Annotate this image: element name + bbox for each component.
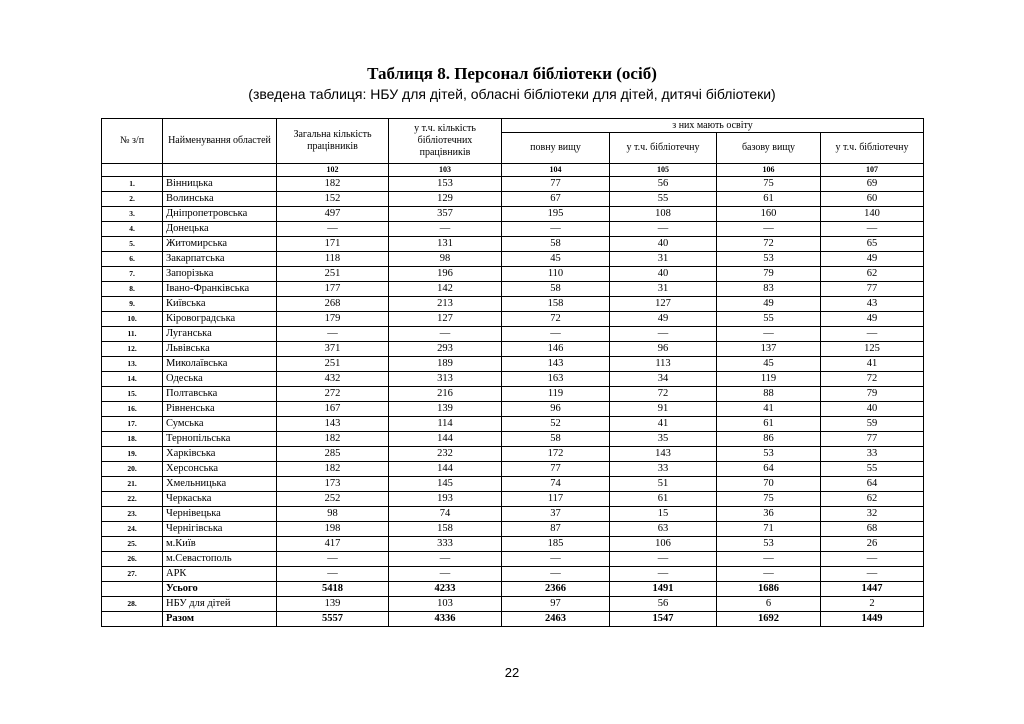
row-index: 28.: [102, 597, 163, 612]
row-value: 58: [502, 237, 610, 252]
table-title: Таблиця 8. Персонал бібліотеки (осіб): [367, 64, 657, 83]
row-value: 74: [502, 477, 610, 492]
row-index: 20.: [102, 462, 163, 477]
row-region-name: Усього: [163, 582, 277, 597]
row-value: 110: [502, 267, 610, 282]
row-value: 108: [610, 207, 717, 222]
row-value: 77: [502, 462, 610, 477]
table-row: [102, 402, 924, 417]
row-value: 195: [502, 207, 610, 222]
row-value: —: [502, 552, 610, 567]
row-value: 49: [821, 312, 924, 327]
row-value: 114: [389, 417, 502, 432]
row-value: —: [277, 222, 389, 237]
row-value: 86: [717, 432, 821, 447]
row-region-name: Черкаська: [163, 492, 277, 507]
row-value: 173: [277, 477, 389, 492]
row-value: 77: [821, 282, 924, 297]
row-value: 63: [610, 522, 717, 537]
table-row: [102, 582, 924, 597]
row-value: 189: [389, 357, 502, 372]
table-row: [102, 372, 924, 387]
row-value: 216: [389, 387, 502, 402]
header-library-staff: у т.ч. кількість бібліотечних працівників: [389, 119, 502, 164]
row-value: 113: [610, 357, 717, 372]
row-index: 10.: [102, 312, 163, 327]
row-region-name: НБУ для дітей: [163, 597, 277, 612]
row-value: —: [389, 327, 502, 342]
row-value: —: [717, 222, 821, 237]
row-value: 55: [610, 192, 717, 207]
row-value: 145: [389, 477, 502, 492]
row-value: —: [610, 567, 717, 582]
column-code: 107: [821, 164, 924, 177]
row-value: 182: [277, 462, 389, 477]
row-value: 31: [610, 252, 717, 267]
row-value: 103: [389, 597, 502, 612]
table-row: [102, 552, 924, 567]
row-region-name: Волинська: [163, 192, 277, 207]
row-value: 144: [389, 462, 502, 477]
header-index: № з/п: [102, 119, 163, 164]
header-higher: повну вищу: [502, 133, 610, 164]
row-value: 139: [277, 597, 389, 612]
row-value: 40: [610, 237, 717, 252]
table-row: [102, 417, 924, 432]
row-value: —: [389, 552, 502, 567]
row-value: 357: [389, 207, 502, 222]
row-index: 3.: [102, 207, 163, 222]
row-index: 26.: [102, 552, 163, 567]
row-index: 6.: [102, 252, 163, 267]
row-region-name: Кіровоградська: [163, 312, 277, 327]
row-value: 171: [277, 237, 389, 252]
staff-table: [101, 118, 924, 627]
row-value: 41: [610, 417, 717, 432]
row-value: 34: [610, 372, 717, 387]
row-value: 37: [502, 507, 610, 522]
row-value: 193: [389, 492, 502, 507]
column-code: 105: [610, 164, 717, 177]
row-value: —: [717, 327, 821, 342]
table-row: [102, 312, 924, 327]
row-value: 1686: [717, 582, 821, 597]
row-region-name: Харківська: [163, 447, 277, 462]
table-row: [102, 192, 924, 207]
row-value: 251: [277, 267, 389, 282]
row-value: 72: [821, 372, 924, 387]
row-value: 167: [277, 402, 389, 417]
row-value: 61: [717, 192, 821, 207]
row-value: 143: [277, 417, 389, 432]
row-index: 15.: [102, 387, 163, 402]
row-value: 62: [821, 492, 924, 507]
row-value: 60: [821, 192, 924, 207]
row-value: 293: [389, 342, 502, 357]
row-region-name: Закарпатська: [163, 252, 277, 267]
row-region-name: Вінницька: [163, 177, 277, 192]
row-value: 71: [717, 522, 821, 537]
table-row: [102, 267, 924, 282]
row-region-name: Дніпропетровська: [163, 207, 277, 222]
row-value: 41: [717, 402, 821, 417]
row-value: 143: [610, 447, 717, 462]
row-value: 40: [821, 402, 924, 417]
row-value: 96: [610, 342, 717, 357]
row-region-name: Житомирська: [163, 237, 277, 252]
row-value: 98: [277, 507, 389, 522]
row-value: —: [389, 222, 502, 237]
row-value: —: [610, 222, 717, 237]
row-value: 98: [389, 252, 502, 267]
row-value: 61: [610, 492, 717, 507]
row-value: 53: [717, 252, 821, 267]
row-value: 56: [610, 177, 717, 192]
row-value: 185: [502, 537, 610, 552]
row-value: 272: [277, 387, 389, 402]
row-value: 140: [821, 207, 924, 222]
row-value: —: [610, 552, 717, 567]
table-row: [102, 222, 924, 237]
row-region-name: м.Київ: [163, 537, 277, 552]
row-index: 14.: [102, 372, 163, 387]
row-value: 72: [717, 237, 821, 252]
row-value: 75: [717, 492, 821, 507]
table-row: [102, 432, 924, 447]
table-row: [102, 357, 924, 372]
header-basic-higher: базову вищу: [717, 133, 821, 164]
row-value: 96: [502, 402, 610, 417]
row-region-name: Разом: [163, 612, 277, 627]
row-value: 2366: [502, 582, 610, 597]
column-code-row: [102, 164, 924, 177]
row-region-name: Сумська: [163, 417, 277, 432]
row-region-name: Рівненська: [163, 402, 277, 417]
row-index: 5.: [102, 237, 163, 252]
row-value: —: [821, 567, 924, 582]
table-row: [102, 567, 924, 582]
row-value: 117: [502, 492, 610, 507]
row-value: —: [277, 567, 389, 582]
table-row: [102, 477, 924, 492]
row-value: 35: [610, 432, 717, 447]
row-value: 198: [277, 522, 389, 537]
row-region-name: м.Севастополь: [163, 552, 277, 567]
row-value: 139: [389, 402, 502, 417]
table-row: [102, 252, 924, 267]
row-index: 27.: [102, 567, 163, 582]
row-value: 127: [389, 312, 502, 327]
row-value: 2: [821, 597, 924, 612]
row-value: 497: [277, 207, 389, 222]
row-value: 6: [717, 597, 821, 612]
row-value: 53: [717, 537, 821, 552]
row-value: 182: [277, 432, 389, 447]
row-value: 158: [389, 522, 502, 537]
row-index: 1.: [102, 177, 163, 192]
row-value: —: [821, 222, 924, 237]
row-value: 77: [502, 177, 610, 192]
row-value: 152: [277, 192, 389, 207]
row-value: 144: [389, 432, 502, 447]
row-region-name: Хмельницька: [163, 477, 277, 492]
row-value: 1491: [610, 582, 717, 597]
row-region-name: Чернігівська: [163, 522, 277, 537]
row-value: 33: [610, 462, 717, 477]
row-region-name: Полтавська: [163, 387, 277, 402]
row-value: 58: [502, 432, 610, 447]
table-row: [102, 297, 924, 312]
row-value: 41: [821, 357, 924, 372]
table-subtitle: (зведена таблиця: НБУ для дітей, обласні бібліотеки для дітей, дитячі бібліотеки): [248, 86, 776, 102]
row-value: 160: [717, 207, 821, 222]
row-value: 75: [717, 177, 821, 192]
row-value: 177: [277, 282, 389, 297]
row-index: 12.: [102, 342, 163, 357]
row-value: 5418: [277, 582, 389, 597]
row-value: —: [717, 567, 821, 582]
row-region-name: Миколаївська: [163, 357, 277, 372]
row-value: —: [821, 552, 924, 567]
row-region-name: Чернівецька: [163, 507, 277, 522]
row-index: 21.: [102, 477, 163, 492]
row-value: —: [502, 222, 610, 237]
row-value: 62: [821, 267, 924, 282]
row-value: 49: [821, 252, 924, 267]
row-value: 1447: [821, 582, 924, 597]
row-index: 8.: [102, 282, 163, 297]
row-value: —: [717, 552, 821, 567]
row-value: 64: [821, 477, 924, 492]
table-row: [102, 492, 924, 507]
row-index: 13.: [102, 357, 163, 372]
row-value: 137: [717, 342, 821, 357]
row-value: 106: [610, 537, 717, 552]
row-index: [102, 612, 163, 627]
header-region: Найменування областей: [163, 119, 277, 164]
table-row: [102, 282, 924, 297]
row-value: 146: [502, 342, 610, 357]
row-value: 53: [717, 447, 821, 462]
row-value: 55: [717, 312, 821, 327]
row-value: 68: [821, 522, 924, 537]
row-value: 182: [277, 177, 389, 192]
row-value: 65: [821, 237, 924, 252]
row-value: 158: [502, 297, 610, 312]
row-value: —: [821, 327, 924, 342]
row-value: 1547: [610, 612, 717, 627]
row-index: 11.: [102, 327, 163, 342]
row-value: 51: [610, 477, 717, 492]
row-value: 74: [389, 507, 502, 522]
row-region-name: Херсонська: [163, 462, 277, 477]
row-value: 4233: [389, 582, 502, 597]
row-value: 232: [389, 447, 502, 462]
row-value: 61: [717, 417, 821, 432]
row-value: 432: [277, 372, 389, 387]
row-value: 31: [610, 282, 717, 297]
column-code: 104: [502, 164, 610, 177]
row-value: 172: [502, 447, 610, 462]
row-region-name: Івано-Франківська: [163, 282, 277, 297]
row-value: 87: [502, 522, 610, 537]
row-region-name: Львівська: [163, 342, 277, 357]
header-education-group: з них мають освіту: [502, 119, 924, 133]
row-value: —: [277, 552, 389, 567]
row-value: 129: [389, 192, 502, 207]
row-value: 79: [821, 387, 924, 402]
row-value: —: [502, 327, 610, 342]
table-row: [102, 507, 924, 522]
row-region-name: АРК: [163, 567, 277, 582]
row-value: 83: [717, 282, 821, 297]
row-value: 79: [717, 267, 821, 282]
row-index: 9.: [102, 297, 163, 312]
table-row: [102, 327, 924, 342]
row-value: 5557: [277, 612, 389, 627]
row-value: 49: [610, 312, 717, 327]
row-value: 163: [502, 372, 610, 387]
row-value: 179: [277, 312, 389, 327]
row-value: 131: [389, 237, 502, 252]
header-total-staff: Загальна кількість працівників: [277, 119, 389, 164]
row-value: 1692: [717, 612, 821, 627]
row-value: —: [502, 567, 610, 582]
row-value: 127: [610, 297, 717, 312]
table-row: [102, 237, 924, 252]
row-value: 67: [502, 192, 610, 207]
row-value: 143: [502, 357, 610, 372]
column-code: 106: [717, 164, 821, 177]
column-code: 103: [389, 164, 502, 177]
row-value: 2463: [502, 612, 610, 627]
row-value: 32: [821, 507, 924, 522]
row-value: 36: [717, 507, 821, 522]
table-row: [102, 387, 924, 402]
row-value: 4336: [389, 612, 502, 627]
row-value: 417: [277, 537, 389, 552]
table-row: [102, 462, 924, 477]
row-index: 18.: [102, 432, 163, 447]
table-row: [102, 597, 924, 612]
row-value: 119: [717, 372, 821, 387]
row-value: 313: [389, 372, 502, 387]
row-value: 285: [277, 447, 389, 462]
row-region-name: Одеська: [163, 372, 277, 387]
row-value: 45: [717, 357, 821, 372]
row-value: 268: [277, 297, 389, 312]
row-value: 49: [717, 297, 821, 312]
row-index: 25.: [102, 537, 163, 552]
row-value: 58: [502, 282, 610, 297]
row-value: 72: [610, 387, 717, 402]
row-value: 333: [389, 537, 502, 552]
row-value: 64: [717, 462, 821, 477]
row-value: 56: [610, 597, 717, 612]
header-basic-library: у т.ч. бібліотечну: [821, 133, 924, 164]
row-value: 196: [389, 267, 502, 282]
table-row: [102, 207, 924, 222]
row-value: 55: [821, 462, 924, 477]
row-value: 72: [502, 312, 610, 327]
row-value: 69: [821, 177, 924, 192]
row-value: 1449: [821, 612, 924, 627]
header-higher-library: у т.ч. бібліотечну: [610, 133, 717, 164]
row-index: 19.: [102, 447, 163, 462]
row-value: 142: [389, 282, 502, 297]
row-index: 4.: [102, 222, 163, 237]
row-index: 7.: [102, 267, 163, 282]
row-region-name: Тернопільська: [163, 432, 277, 447]
row-value: 153: [389, 177, 502, 192]
column-code: 102: [277, 164, 389, 177]
table-row: [102, 447, 924, 462]
row-value: 70: [717, 477, 821, 492]
table-row: [102, 537, 924, 552]
table-row: [102, 612, 924, 627]
row-value: 371: [277, 342, 389, 357]
row-index: 23.: [102, 507, 163, 522]
row-value: —: [277, 327, 389, 342]
row-region-name: Запорізька: [163, 267, 277, 282]
row-value: 91: [610, 402, 717, 417]
row-index: 22.: [102, 492, 163, 507]
row-value: 251: [277, 357, 389, 372]
row-value: 15: [610, 507, 717, 522]
row-index: 24.: [102, 522, 163, 537]
page-number: 22: [504, 665, 520, 680]
row-index: 16.: [102, 402, 163, 417]
row-index: 2.: [102, 192, 163, 207]
row-value: 88: [717, 387, 821, 402]
row-value: 59: [821, 417, 924, 432]
row-value: 119: [502, 387, 610, 402]
table-body: [102, 177, 924, 627]
row-region-name: Донецька: [163, 222, 277, 237]
row-value: 125: [821, 342, 924, 357]
row-value: 43: [821, 297, 924, 312]
row-value: 45: [502, 252, 610, 267]
row-value: —: [610, 327, 717, 342]
table-row: [102, 177, 924, 192]
row-value: 77: [821, 432, 924, 447]
row-value: 97: [502, 597, 610, 612]
table-row: [102, 342, 924, 357]
row-index: 17.: [102, 417, 163, 432]
row-value: —: [389, 567, 502, 582]
row-region-name: Київська: [163, 297, 277, 312]
row-value: 33: [821, 447, 924, 462]
row-region-name: Луганська: [163, 327, 277, 342]
row-value: 40: [610, 267, 717, 282]
row-value: 213: [389, 297, 502, 312]
row-value: 118: [277, 252, 389, 267]
row-index: [102, 582, 163, 597]
row-value: 252: [277, 492, 389, 507]
row-value: 26: [821, 537, 924, 552]
table-row: [102, 522, 924, 537]
row-value: 52: [502, 417, 610, 432]
